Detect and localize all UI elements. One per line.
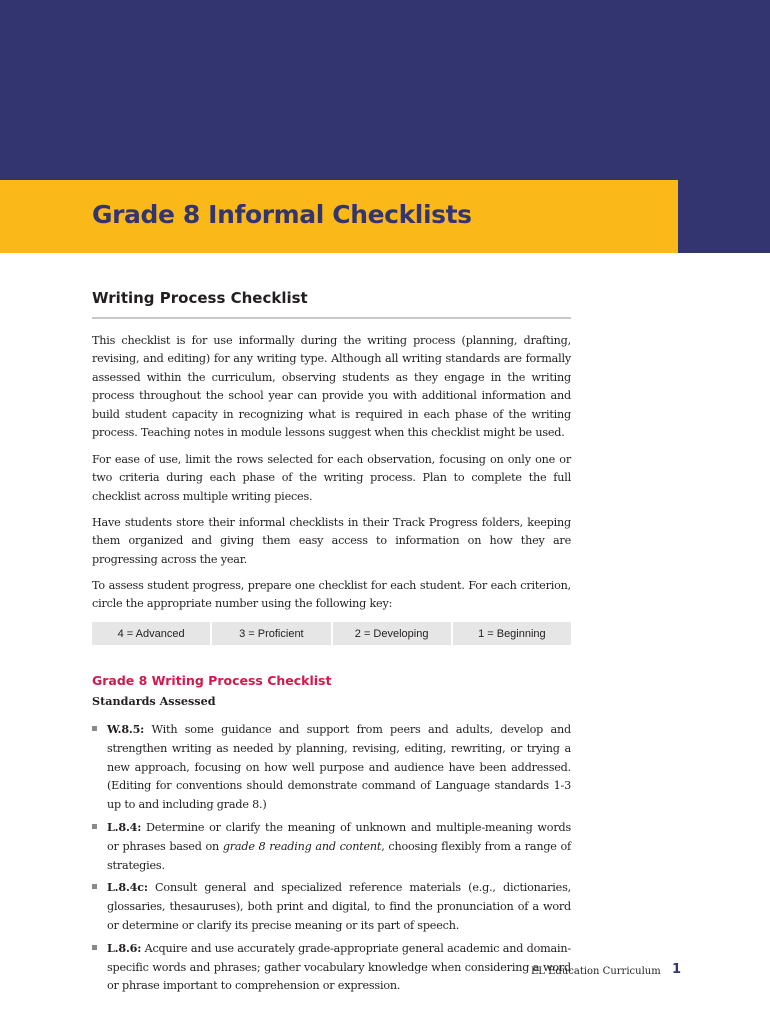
- storage-paragraph: Have students store their informal checklists in their Track Progress folders, keeping them organized and giving them easy access to information on how they are progressing across the year.: [92, 516, 571, 566]
- header-band-right: [678, 180, 770, 253]
- bullet-square-icon: [92, 884, 97, 889]
- section-heading: Writing Process Checklist: [92, 289, 308, 307]
- bullet-square-icon: [92, 824, 97, 829]
- standard-text: With some guidance and support from peers and adults, develop and strengthen writing as needed by planning, revising, editing, rewriting, or trying a new approach, focusing on how well purpose and audience have been addressed. (Editing for conventions should demonstrate command of Language standards 1-3 up to and including grade 8.): [107, 723, 571, 812]
- footer-label: EL Education Curriculum: [531, 966, 661, 977]
- standard-text: Acquire and use accurately grade-appropriate general academic and domain-specific words and phrases; gather vocabulary knowledge when considering a word or phrase important to comprehension or expression.: [107, 941, 571, 993]
- bullet-square-icon: [92, 945, 97, 950]
- standard-text-italic: grade 8 reading and content: [222, 839, 382, 853]
- standards-list: [92, 720, 571, 999]
- standard-text-end: , choosing flexibly from a range of strategies.: [107, 839, 571, 872]
- header-band: [0, 0, 770, 180]
- key-cell-proficient: 3 = Proficient: [212, 622, 330, 645]
- checklist-heading: Grade 8 Writing Process Checklist: [92, 673, 332, 688]
- usage-paragraph: For ease of use, limit the rows selected for each observation, focusing on only one or two criteria during each phase of the writing process. Plan to complete the full checklist across multiple writing pieces.: [92, 453, 571, 503]
- standard-code: L.8.6:: [107, 940, 142, 955]
- standard-item-l86: [92, 939, 571, 996]
- intro-paragraph: This checklist is for use informally during the writing process (planning, drafting, revising, and editing) for any writing type. Although all writing standards are formally assessed within the curriculum, observing students as they engage in the writing process throughout the school year can provide you with additional information and build student capacity in recognizing what is required in each phase of the writing process. Teaching notes in module lessons suggest when this checklist might be used.: [92, 334, 571, 440]
- standard-code: L.8.4:: [107, 819, 142, 834]
- key-cell-developing: 2 = Developing: [333, 622, 451, 645]
- assess-paragraph: To assess student progress, prepare one checklist for each student. For each criterion, circle the appropriate number using the following key:: [92, 579, 571, 611]
- scoring-key-table: [92, 622, 571, 645]
- standard-code: L.8.4c:: [107, 880, 148, 895]
- standard-text: Consult general and specialized reference materials (e.g., dictionaries, glossaries, thesauruses), both print and digital, to find the pronunciation of a word or determine or clarify its precise meaning or its part of speech.: [107, 881, 571, 932]
- key-cell-advanced: 4 = Advanced: [92, 622, 210, 645]
- standards-label: Standards Assessed: [92, 694, 216, 708]
- key-cell-beginning: 1 = Beginning: [453, 622, 571, 645]
- standard-text: Determine or clarify the meaning of unknown and multiple-meaning words or phrases based on: [107, 820, 571, 853]
- standard-code: W.8.5:: [107, 722, 145, 736]
- page-number: 1: [672, 962, 682, 977]
- page-title: Grade 8 Informal Checklists: [92, 200, 472, 229]
- standard-item-w85: [92, 720, 571, 815]
- bullet-square-icon: [92, 726, 97, 731]
- standard-item-l84: [92, 818, 571, 875]
- section-divider: [92, 317, 571, 319]
- standard-item-l84c: [92, 878, 571, 935]
